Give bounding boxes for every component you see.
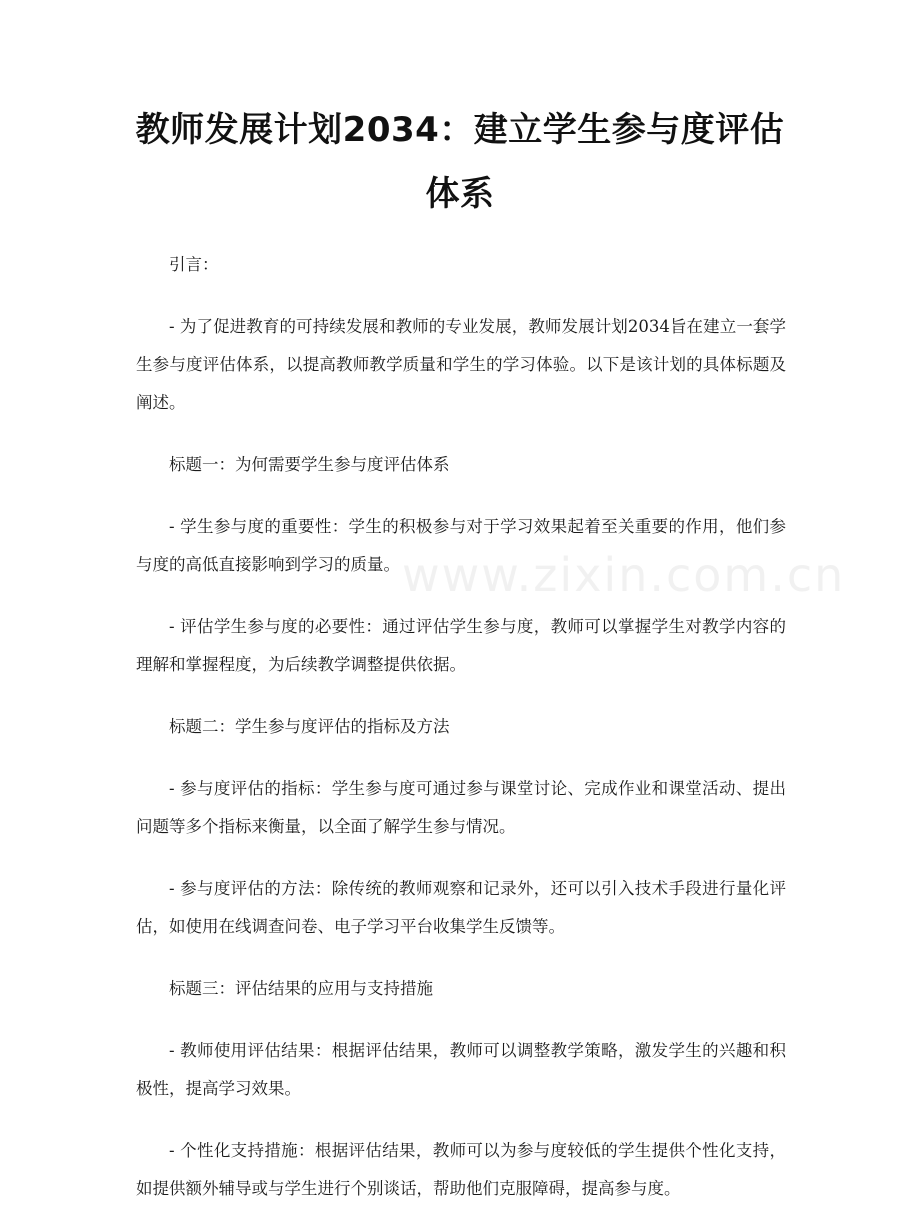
section-3-paragraph-2: - 个性化支持措施：根据评估结果，教师可以为参与度较低的学生提供个性化支持，如提供额外辅导或与学生进行个别谈话，帮助他们克服障碍，提高参与度。: [136, 1141, 786, 1198]
section-2-paragraph-2: - 参与度评估的方法：除传统的教师观察和记录外，还可以引入技术手段进行量化评估，如使用在线调查问卷、电子学习平台收集学生反馈等。: [136, 879, 786, 936]
section-1-paragraph-2: - 评估学生参与度的必要性：通过评估学生参与度，教师可以掌握学生对教学内容的理解和掌握程度，为后续教学调整提供依据。: [136, 617, 786, 674]
document-title: 教师发展计划2034：建立学生参与度评估体系: [135, 110, 785, 214]
watermark-text: www.zixin.com.cn: [402, 548, 846, 602]
document-body: [136, 246, 786, 1232]
section-heading-3: 标题三：评估结果的应用与支持措施: [169, 979, 433, 998]
intro-paragraph: - 为了促进教育的可持续发展和教师的专业发展，教师发展计划2034旨在建立一套学生参与度评估体系，以提高教师教学质量和学生的学习体验。以下是该计划的具体标题及阐述。: [136, 317, 786, 412]
section-heading-1: 标题一：为何需要学生参与度评估体系: [169, 455, 450, 474]
section-heading-2: 标题二：学生参与度评估的指标及方法: [169, 717, 450, 736]
intro-heading: 引言：: [169, 255, 219, 274]
section-2-paragraph-1: - 参与度评估的指标：学生参与度可通过参与课堂讨论、完成作业和课堂活动、提出问题等多个指标来衡量，以全面了解学生参与情况。: [136, 779, 786, 836]
section-3-paragraph-1: - 教师使用评估结果：根据评估结果，教师可以调整教学策略，激发学生的兴趣和积极性，提高学习效果。: [136, 1041, 786, 1098]
section-1-paragraph-1: - 学生参与度的重要性：学生的积极参与对于学习效果起着至关重要的作用，他们参与度的高低直接影响到学习的质量。: [136, 517, 786, 574]
